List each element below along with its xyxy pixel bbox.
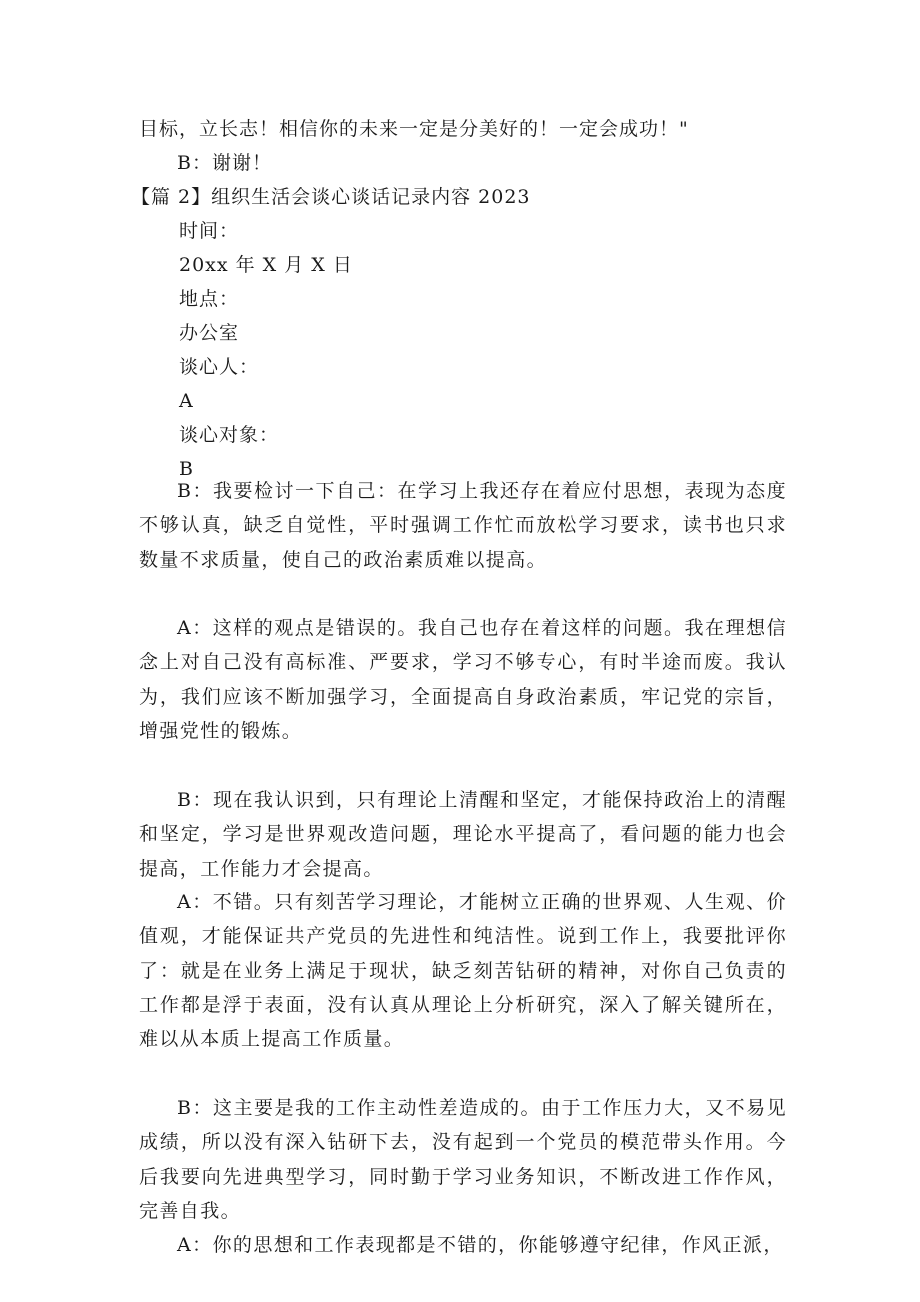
place-label: 地点： bbox=[179, 288, 240, 310]
paragraph-b-reflection: B：这主要是我的工作主动性差造成的。由于工作压力大，又不易见成绩，所以没有深入钻研下去，没有起到一个党员的模范带头作用。今后我要向先进典型学习，同时勤于学习业务知识，不断改进工作作风，完善自我。 bbox=[139, 1097, 787, 1222]
time-value: 20xx 年 X 月 X 日 bbox=[179, 254, 353, 276]
paragraph-a-evaluation: A：你的思想和工作表现都是不错的，你能够遵守纪律，作风正派， bbox=[177, 1234, 784, 1256]
speaker-label: 谈心人： bbox=[179, 356, 260, 378]
continuation-line: 目标，立长志！相信你的未来一定是分美好的！一定会成功！" bbox=[139, 118, 689, 140]
paragraph-a-criticism: A：不错。只有刻苦学习理论，才能树立正确的世界观、人生观、价值观，才能保证共产党员的先进性和纯洁性。说到工作上，我要批评你了：就是在业务上满足于现状，缺乏刻苦钻研的精神，对你自己负责的工作都是浮于表面，没有认真从理论上分析研究，深入了解关键所在，难以从本质上提高工作质量。 bbox=[139, 891, 787, 1051]
paragraph-b-self-review: B：我要检讨一下自己：在学习上我还存在着应付思想，表现为态度不够认真，缺乏自觉性，平时强调工作忙而放松学习要求，读书也只求数量不求质量，使自己的政治素质难以提高。 bbox=[139, 480, 787, 571]
place-value: 办公室 bbox=[179, 322, 240, 344]
target-label: 谈心对象： bbox=[179, 424, 280, 446]
paragraph-b-understanding: B：现在我认识到，只有理论上清醒和坚定，才能保持政治上的清醒和坚定，学习是世界观改造问题，理论水平提高了，看问题的能力也会提高，工作能力才会提高。 bbox=[139, 789, 787, 880]
reply-thanks: B：谢谢！ bbox=[177, 152, 272, 174]
time-label: 时间： bbox=[179, 220, 240, 242]
target-value: B bbox=[179, 458, 194, 480]
speaker-value: A bbox=[179, 390, 194, 412]
section-heading: 【篇 2】组织生活会谈心谈话记录内容 2023 bbox=[131, 186, 531, 208]
paragraph-a-response: A：这样的观点是错误的。我自己也存在着这样的问题。我在理想信念上对自己没有高标准、严要求，学习不够专心，有时半途而废。我认为，我们应该不断加强学习，全面提高自身政治素质，牢记党的宗旨，增强党性的锻炼。 bbox=[139, 617, 787, 742]
